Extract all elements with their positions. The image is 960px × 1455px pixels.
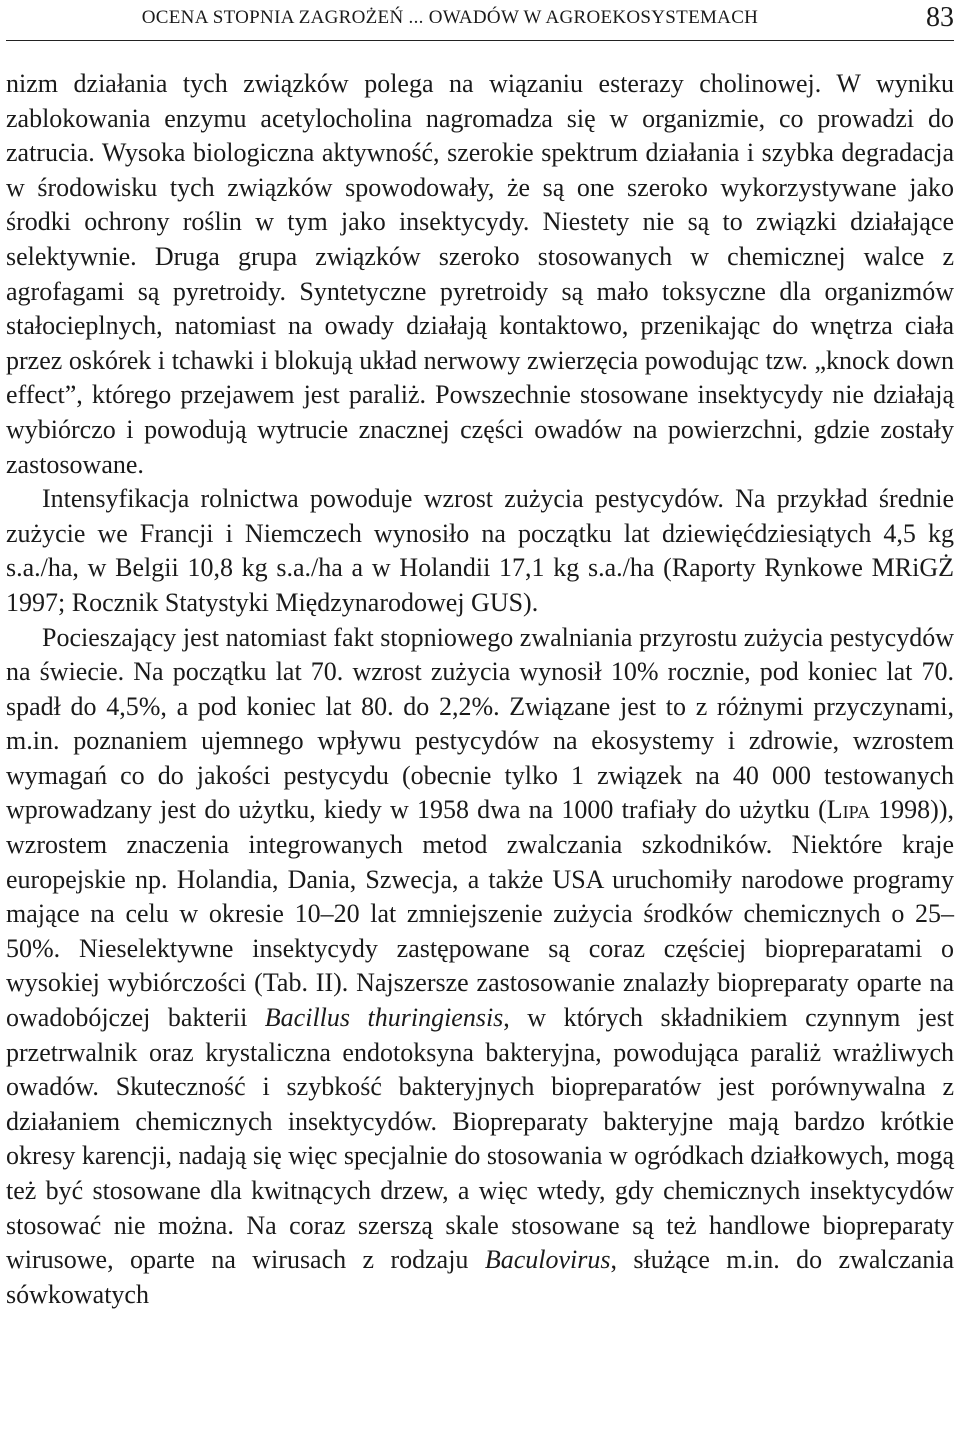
document-page [6,0,954,1312]
text-segment: , w których składnikiem czynnym jest przetrwalnik oraz krystaliczna endotoksyna bakteryjna, powodująca paraliż wrażliwych owadów. Skuteczność i szybkość bakteryjnych biopreparatów jest porównywalna z działaniem chemicznych insektycydów. Biopreparaty bakteryjne mają bardzo krótkie okresy karencji, nadają się więc specjalnie do stosowania w ogródkach działkowych, mogą też być stosowane dla kwitnących drzew, a więc wtedy, gdy chemicznych insektycydów stosować nie można. Na coraz szerszą skale stosowane są też handlowe biopreparaty wirusowe, oparte na wirusach z rodzaju [6,1003,954,1275]
text-segment: , służące m.in. do zwalczania sówkowatych [6,1245,955,1309]
paragraph [6,67,954,482]
paragraph [6,482,954,620]
species-name: Bacillus thuringiensis [264,1003,504,1033]
paragraph [6,621,954,1313]
author-citation: Lipa [826,795,870,825]
text-segment: 1998)), wzrostem znaczenia integrowanych metod zwalczania szkodników. Niektóre kraje europejskie np. Holandia, Dania, Szwecja, a także USA uruchomiły narodowe programy mające na celu w okresie 10–20 lat zmniejszenie zużycia środków chemicznych o 25–50%. Nieselektywne insektycydy zastępowane są coraz częściej biopreparatami o wysokiej wybiórczości (Tab. II). Najszersze zastosowanie znalazły biopreparaty oparte na owadobójczej bakterii [6,795,954,1033]
running-header [6,0,954,41]
page-number: 83 [926,2,954,33]
text-segment: Intensyfikacja rolnictwa powoduje wzrost zużycia pestycydów. Na przykład średnie zużycie we Francji i Niemczech wynosiło na początku lat dziewięćdziesiątych 4,5 kg s.a./ha, w Belgii 10,8 kg s.a./ha a w Holandii 17,1 kg s.a./ha (Raporty Rynkowe MRiGŻ 1997; Rocznik Statystyki Międzynarodowej GUS). [6,484,954,617]
text-segment: Pocieszający jest natomiast fakt stopniowego zwalniania przyrostu zużycia pestycydów na świecie. Na początku lat 70. wzrost zużycia wynosił 10% rocznie, pod koniec lat 70. spadł do 4,5%, a pod koniec lat 80. do 2,2%. Związane jest to z różnymi przyczynami, m.in. poznaniem ujemnego wpływu pestycydów na ekosystemy i zdrowie, wzrostem wymagań co do jakości pestycydu (obecnie tylko 1 związek na 40 000 testowanych wprowadzany jest do użytku, kiedy w 1958 dwa na 1000 trafiały do użytku ( [6,622,954,825]
body-text [6,67,954,1312]
text-segment: nizm działania tych związków polega na wiązaniu esterazy cholinowej. W wyniku zablokowania enzymu acetylocholina nagromadza się w organizmie, co prowadzi do zatrucia. Wysoka biologiczna aktywność, szerokie spektrum działania i szybka degradacja w środowisku tych związków spowodowały, że są one szeroko wykorzystywane jako środki ochrony roślin w tym jako insektycydy. Niestety nie są to związki działające selektywnie. Druga grupa związków szeroko stosowanych w chemicznej walce z agrofagami są pyretroidy. Syntetyczne pyretroidy są mało toksyczne dla organizmów stałocieplnych, natomiast na owady działają kontaktowo, przenikając do wnętrza ciała przez oskórek i tchawki i blokują układ nerwowy zwierzęcia powodując tzw. „knock down effect”, którego przejawem jest paraliż. Powszechnie stosowane insektycydy nie działają wybiórczo i powodują wytrucie znacznej części owadów na powierzchni, gdzie zostały zastosowane. [6,69,954,479]
genus-name: Baculovirus [484,1245,611,1275]
running-title: OCENA STOPNIA ZAGROŻEŃ ... OWADÓW W AGROEKOSYSTEMACH [141,7,759,28]
